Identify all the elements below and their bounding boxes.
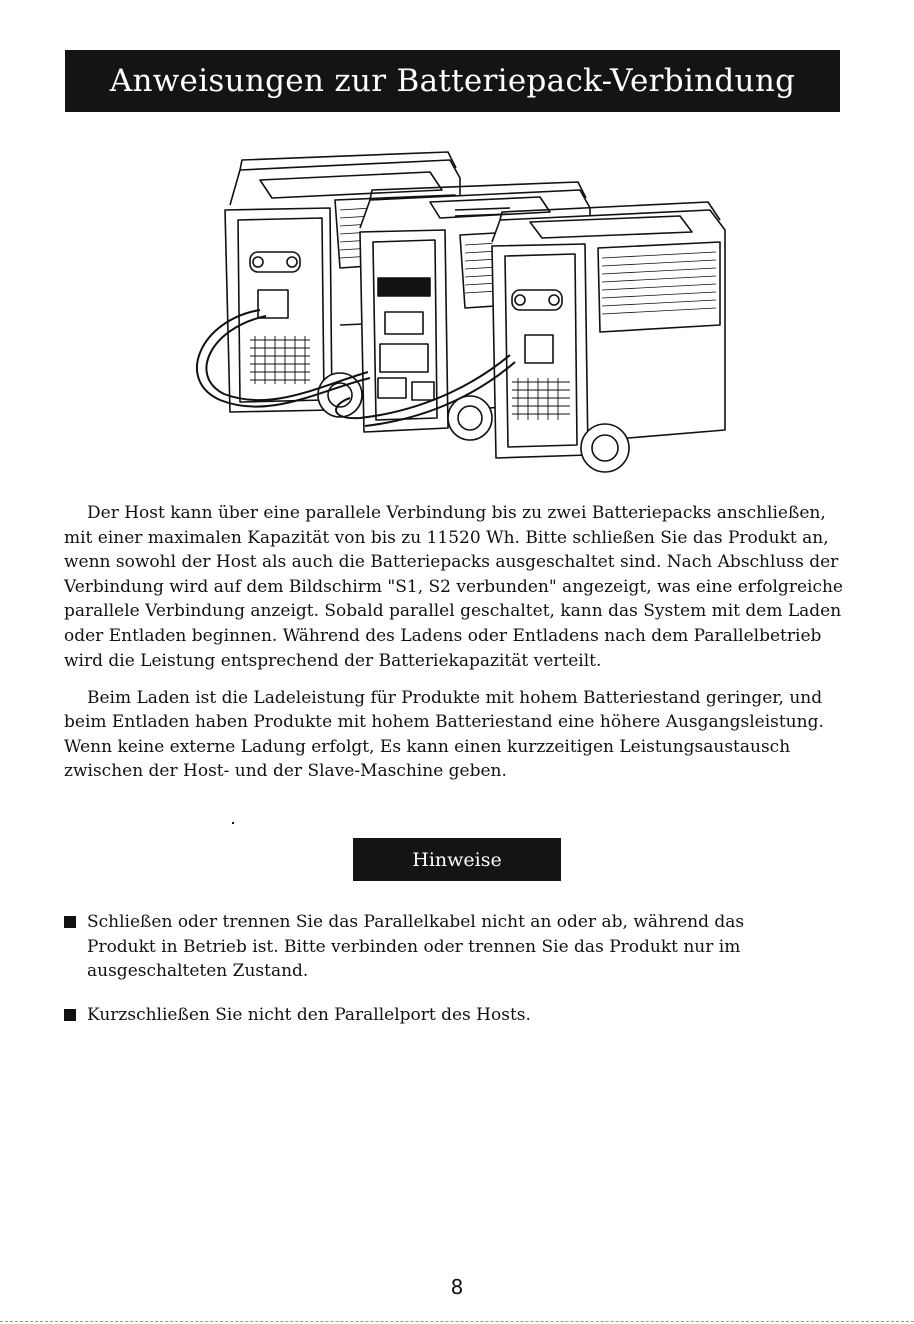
charging-description-paragraph — [64, 686, 854, 783]
footer-divider — [0, 1321, 914, 1322]
paragraph-line: parallele Verbindung anzeigt. Sobald parallel geschaltet, kann das System mit dem Laden — [64, 601, 842, 622]
connection-description-paragraph — [64, 501, 854, 673]
notice-line: Produkt in Betrieb ist. Bitte verbinden oder trennen Sie das Produkt nur im — [87, 936, 741, 957]
battery-pack-connection-illustration — [180, 150, 740, 480]
page-number: 8 — [450, 1275, 464, 1299]
notice-line: Schließen oder trennen Sie das Parallelkabel nicht an oder ab, während das — [87, 912, 745, 932]
square-bullet-icon — [64, 1009, 76, 1021]
paragraph-line: Der Host kann über eine parallele Verbindung bis zu zwei Batteriepacks anschließen, — [87, 503, 826, 523]
paragraph-line: Wenn keine externe Ladung erfolgt, Es kann einen kurzzeitigen Leistungsaustausch — [64, 736, 791, 757]
notice-heading: Hinweise — [353, 838, 561, 881]
paragraph-line: Beim Laden ist die Ladeleistung für Produkte mit hohem Batteriestand geringer, und — [87, 688, 823, 708]
notice-line: ausgeschalteten Zustand. — [87, 961, 309, 981]
paragraph-line: zwischen der Host- und der Slave-Maschine geben. — [64, 760, 507, 781]
stray-dot — [232, 822, 234, 824]
paragraph-line: Verbindung wird auf dem Bildschirm "S1, S2 verbunden" angezeigt, was eine erfolgreiche — [64, 576, 843, 597]
paragraph-line: wenn sowohl der Host als auch die Batteriepacks ausgeschaltet sind. Nach Abschluss der — [64, 552, 839, 573]
paragraph-line: beim Entladen haben Produkte mit hohem Batteriestand eine höhere Ausgangsleistung. — [64, 712, 824, 733]
page-title: Anweisungen zur Batteriepack-Verbindung — [65, 50, 840, 112]
paragraph-line: wird die Leistung entsprechend der Batteriekapazität verteilt. — [64, 650, 602, 671]
paragraph-line: oder Entladen beginnen. Während des Ladens oder Entladens nach dem Parallelbetrieb — [64, 625, 822, 646]
paragraph-line: mit einer maximalen Kapazität von bis zu 11520 Wh. Bitte schließen Sie das Produkt an, — [64, 527, 829, 548]
notice-line: Kurzschließen Sie nicht den Parallelport des Hosts. — [87, 1005, 531, 1025]
square-bullet-icon — [64, 916, 76, 928]
